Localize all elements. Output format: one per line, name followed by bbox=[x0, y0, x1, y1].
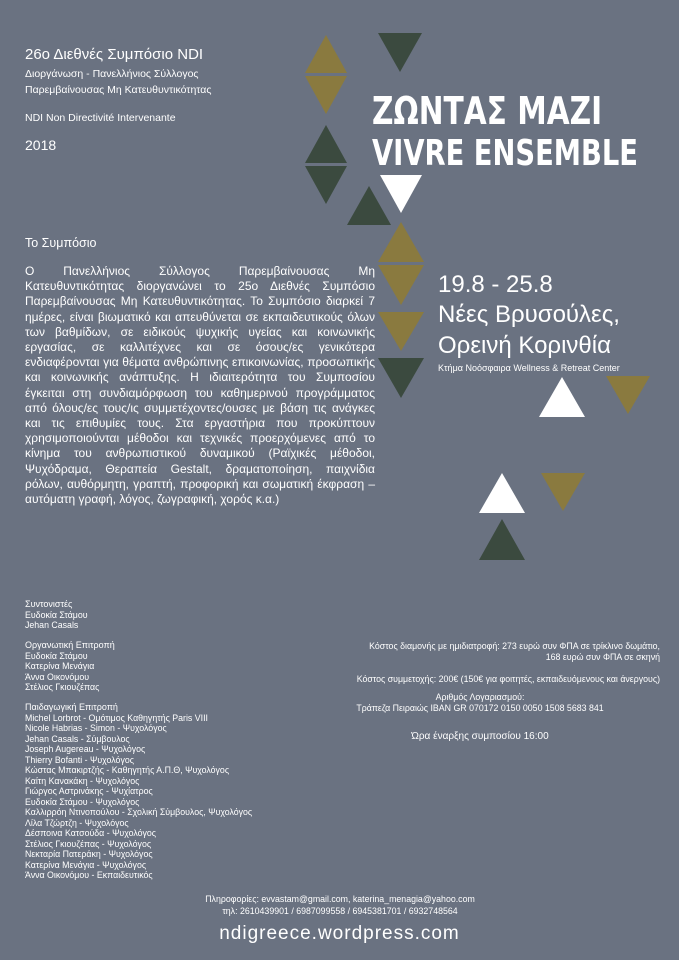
list-item: Λίλα Τζώρτζη - Ψυχολόγος bbox=[25, 817, 129, 828]
contact-phones: τηλ: 2610439901 / 6987099558 / 6945381701 / 6932748564 bbox=[222, 906, 458, 916]
event-dates: 19.8 - 25.8 bbox=[438, 271, 553, 298]
main-title: ΖΩΝΤΑΣ ΜΑΖΙ bbox=[372, 89, 603, 133]
list-item: Στέλιος Γκιουζέπας - Ψυχολόγος bbox=[25, 838, 152, 849]
list-item: Καλλιρρόη Ντινοπούλου - Σχολική Σύμβουλος, Ψυχολόγος bbox=[25, 807, 253, 817]
triangle-up-white bbox=[479, 473, 525, 513]
list-item: Άννα Οικονόμου bbox=[25, 671, 90, 682]
event-place-line-1: Νέες Βρυσούλες, bbox=[438, 301, 620, 328]
list-item: Στέλιος Γκιουζέπας bbox=[25, 682, 100, 692]
list-item: Jehan Casals - Σύμβουλος bbox=[25, 733, 130, 744]
list-item: Nicole Habrias - Simon - Ψυχολόγος bbox=[25, 723, 167, 733]
triangle-up-dark bbox=[479, 519, 525, 560]
symposium-heading: Το Συμπόσιο bbox=[25, 236, 97, 250]
triangle-down-olive bbox=[541, 473, 585, 511]
triangle-down-dark bbox=[305, 166, 347, 204]
list-item: Γιώργος Αστρινάκης - Ψυχίατρος bbox=[25, 786, 153, 796]
triangle-down-olive bbox=[606, 376, 650, 414]
main-subtitle: VIVRE ENSEMBLE bbox=[372, 133, 638, 174]
list-item: Δέσποινα Κατσούδα - Ψυχολόγος bbox=[25, 828, 157, 838]
ndi-name: NDI Non Directivité Intervenante bbox=[25, 112, 176, 124]
list-item: Νεκταρία Πατεράκη - Ψυχολόγος bbox=[25, 849, 153, 859]
bank-account-value: Τράπεζα Πειραιώς IBAN GR 070172 0150 0050 1508 5683 841 bbox=[356, 703, 604, 713]
triangle-up-dark bbox=[305, 125, 347, 163]
coordinators-heading: Συντονιστές bbox=[25, 599, 73, 609]
organizing-committee-heading: Οργανωτική Επιτροπή bbox=[25, 640, 115, 650]
accommodation-cost-line-1: Κόστος διαμονής με ημιδιατροφή: 273 ευρώ συν ΦΠΑ σε τρίκλινο δωμάτιο, bbox=[369, 641, 660, 651]
list-item: Άννα Οικονόμου - Εκπαιδευτικός bbox=[25, 870, 153, 880]
triangle-up-white bbox=[539, 377, 585, 417]
list-item: Κώστας Μπακιρτζής - Καθηγητής Α.Π.Θ, Ψυχολόγος bbox=[25, 765, 230, 775]
list-item: Κατερίνα Μενάγια - Ψυχολόγος bbox=[25, 859, 147, 870]
coordinators-list bbox=[25, 599, 88, 631]
participation-cost: Κόστος συμμετοχής: 200€ (150€ για φοιτητές, εκπαιδευόμενους και άνεργους) bbox=[356, 674, 660, 684]
triangle-down-dark bbox=[378, 33, 422, 72]
contact-emails: Πληροφορίες: evvastam@gmail.com, katerina_menagia@yahoo.com bbox=[205, 894, 475, 904]
list-item: Ευδοκία Στάμου bbox=[25, 650, 88, 661]
event-place-line-2: Ορεινή Κορινθία bbox=[438, 332, 611, 359]
list-item: Thierry Bofanti - Ψυχολόγος bbox=[25, 754, 134, 765]
list-item: Jehan Casals bbox=[25, 620, 79, 630]
year: 2018 bbox=[25, 137, 57, 153]
organizer bbox=[25, 66, 325, 98]
bank-account bbox=[330, 692, 630, 714]
triangle-up-olive bbox=[378, 222, 424, 262]
accommodation-cost-line-2: 168 ευρώ συν ΦΠΑ σε σκηνή bbox=[545, 652, 660, 662]
list-item: Michel Lorbrot - Ομότιμος Καθηγητής Paris VIII bbox=[25, 712, 208, 723]
list-item: Ευδοκία Στάμου bbox=[25, 609, 88, 620]
organizing-committee-list bbox=[25, 640, 115, 693]
organizer-line-1: Διοργάνωση - Πανελλήνιος Σύλλογος bbox=[25, 68, 199, 80]
website-url: ndigreece.wordpress.com bbox=[219, 923, 460, 944]
list-item: Καίτη Κανακάκη - Ψυχολόγος bbox=[25, 775, 140, 786]
triangle-down-olive bbox=[378, 265, 424, 305]
accommodation-cost bbox=[320, 641, 660, 663]
symposium-description: Ο Πανελλήνιος Σύλλογος Παρεμβαίνουσας Μη Κατευθυντικότητας διοργανώνει το 25ο Διεθνές Συμπόσιο Παρεμβαίνουσας Μη Κατευθυντικότητας. Το Συμπόσιο διαρκεί 7 ημέρες, είναι βιωματικό και απευθύνεται σε εκπαιδευτικούς όλων των βαθμίδων, σε ειδικούς ψυχικής υγείας και κοινωνικής εργασίας, σε καλλιτέχνες και σε όσους/ες γενικότερα ενδιαφέρονται για θέματα ανθρώπινης επικοινωνίας, προσωπικής και κοινωνικής ανάπτυξης. Η ιδιαιτερότητα του Συμποσίου έγκειται στη συνδιαμόρφωση του καθημερινού προγράμματος από όλους/ες τους/ις συμμετέχοντες/ουσες με βάση τις ανάγκες και τις επιθυμίες τους. Στα εργαστήρια που προκύπτουν χρησιμοποιούνται μέθοδοι και τεχνικές προερχόμενες από το κίνημα του ανθρωπιστικού δυναμικού (Ραϊχικές μέθοδοι, Ψυχόδραμα, Θεραπεία Gestalt, δραματοποίηση, παιχνίδια ρόλων, αυθόρμητη, γραπτή, προφορική και σωματική έκφραση – αυτόματη γραφή, λόγος, ζωγραφική, χορός κ.α.) bbox=[25, 264, 375, 507]
symposium-edition-title: 26ο Διεθνές Συμπόσιο NDI bbox=[25, 46, 204, 63]
pedagogical-committee-heading: Παιδαγωγική Επιτροπή bbox=[25, 702, 118, 712]
event-venue: Κτήμα Νοόσφαιρα Wellness & Retreat Center bbox=[438, 363, 620, 373]
triangle-down-olive bbox=[378, 312, 424, 351]
contact-info bbox=[150, 893, 530, 917]
list-item: Κατερίνα Μενάγια bbox=[25, 661, 95, 671]
list-item: Joseph Augereau - Ψυχολόγος bbox=[25, 744, 146, 754]
start-time: Ώρα έναρξης συμποσίου 16:00 bbox=[411, 731, 549, 742]
triangle-up-dark bbox=[347, 186, 391, 225]
pedagogical-committee-list bbox=[25, 702, 252, 881]
organizer-line-2: Παρεμβαίνουσας Μη Κατευθυντικότητας bbox=[25, 84, 212, 96]
triangle-down-dark bbox=[378, 358, 424, 398]
bank-account-label: Αριθμός Λογαριασμού: bbox=[435, 692, 525, 702]
triangle-down-white bbox=[380, 175, 422, 213]
list-item: Ευδοκία Στάμου - Ψυχολόγος bbox=[25, 796, 140, 807]
